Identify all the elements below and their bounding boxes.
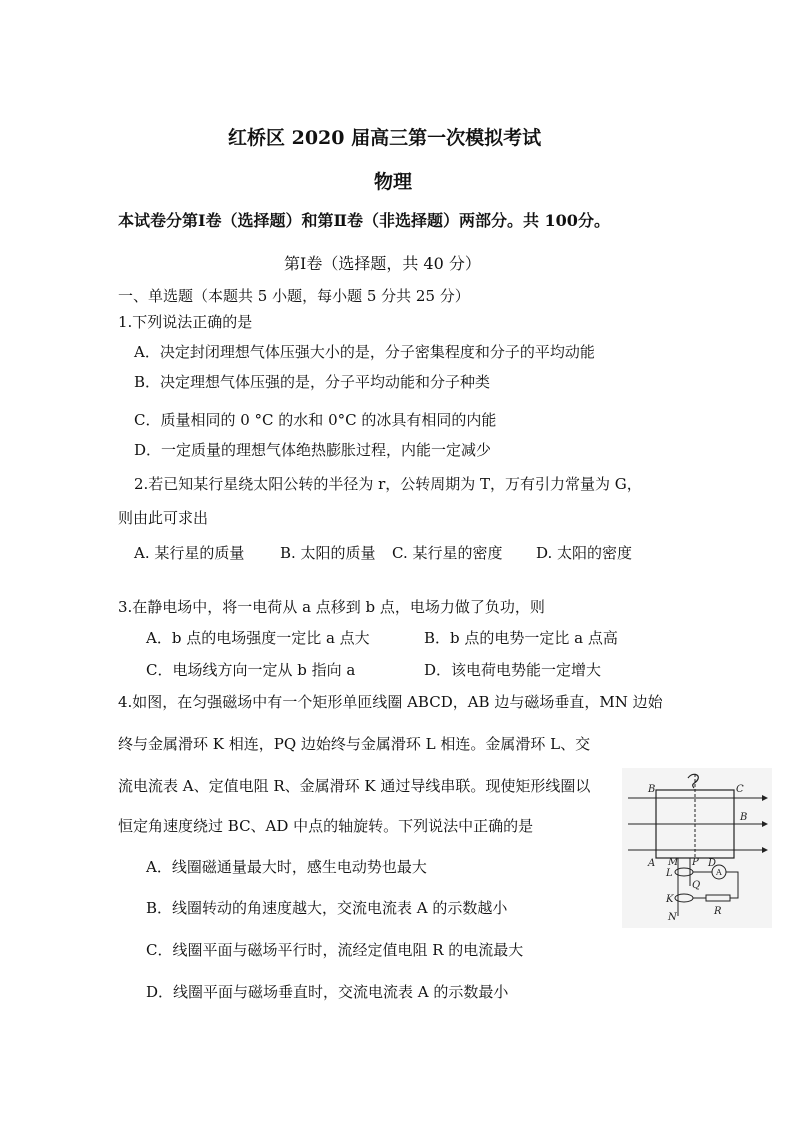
question-4-option-b: B．线圈转动的角速度越大，交流电流表 A 的示数越小 [146,899,508,917]
part-title: 第Ⅰ卷（选择题，共 40 分） [284,254,481,273]
question-1-stem: 1.下列说法正确的是 [118,313,253,331]
label-k: K [666,894,674,905]
question-4-stem-line-1: 4.如图，在匀强磁场中有一个矩形单匝线圈 ABCD，AB 边与磁场垂直，MN 边始 [118,693,663,711]
label-m: M [668,857,679,868]
label-d: D [708,858,717,869]
question-4-figure [622,768,772,928]
question-2-option-b: B. 太阳的质量 [280,544,376,562]
question-4-option-a: A．线圈磁通量最大时，感生电动势也最大 [146,858,427,876]
label-b-top: B [648,784,656,795]
coil-circuit-diagram [622,768,772,928]
question-2-stem-line-1: 2.若已知某行星绕太阳公转的半径为 r，公转周期为 T，万有引力常量为 G， [134,475,642,493]
label-c: C [736,784,744,795]
question-2-option-c: C. 某行星的密度 [392,544,503,562]
label-b-field: B [740,812,748,823]
question-1-option-c: C．质量相同的 0 °C 的水和 0°C 的冰具有相同的内能 [134,411,497,429]
label-n: N [668,912,677,923]
question-3-option-d: D．该电荷电势能一定增大 [424,661,602,679]
question-1-option-a: A．决定封闭理想气体压强大小的是，分子密集程度和分子的平均动能 [134,343,595,361]
question-1-option-b: B．决定理想气体压强的是，分子平均动能和分子种类 [134,373,491,391]
label-l: L [666,868,673,879]
question-3-stem: 3.在静电场中，将一电荷从 a 点移到 b 点，电场力做了负功，则 [118,598,545,616]
question-2-stem-line-2: 则由此可求出 [118,509,209,527]
label-r: R [714,906,722,917]
figure-background [622,768,772,928]
question-3-option-a: A．b 点的电场强度一定比 a 点大 [146,629,370,647]
question-4-stem-line-3: 流电流表 A、定值电阻 R、金属滑环 K 通过导线串联。现使矩形线圈以 [118,777,591,795]
question-4-stem-line-4: 恒定角速度绕过 BC、AD 中点的轴旋转。下列说法中正确的是 [118,817,534,835]
question-4-option-d: D．线圈平面与磁场垂直时，交流电流表 A 的示数最小 [146,983,509,1001]
label-a: A [648,858,656,869]
label-q: Q [692,880,701,891]
question-3-option-b: B．b 点的电势一定比 a 点高 [424,629,618,647]
label-p: P [692,857,699,868]
subject-title: 物理 [374,171,413,193]
section-title: 一、单选题（本题共 5 小题，每小题 5 分共 25 分） [118,287,470,305]
question-2-option-d: D. 太阳的密度 [536,544,633,562]
exam-intro: 本试卷分第Ⅰ卷（选择题）和第Ⅱ卷（非选择题）两部分。共 100分。 [118,211,610,230]
question-4-option-c: C．线圈平面与磁场平行时，流经定值电阻 R 的电流最大 [146,941,524,959]
label-ammeter: A [716,868,722,877]
question-3-option-c: C．电场线方向一定从 b 指向 a [146,661,356,679]
exam-title: 红桥区 2020 届高三第一次模拟考试 [228,127,542,149]
question-4-stem-line-2: 终与金属滑环 K 相连，PQ 边始终与金属滑环 L 相连。金属滑环 L、交 [118,735,591,753]
question-1-option-d: D．一定质量的理想气体绝热膨胀过程，内能一定减少 [134,441,492,459]
question-2-option-a: A. 某行星的质量 [134,544,245,562]
